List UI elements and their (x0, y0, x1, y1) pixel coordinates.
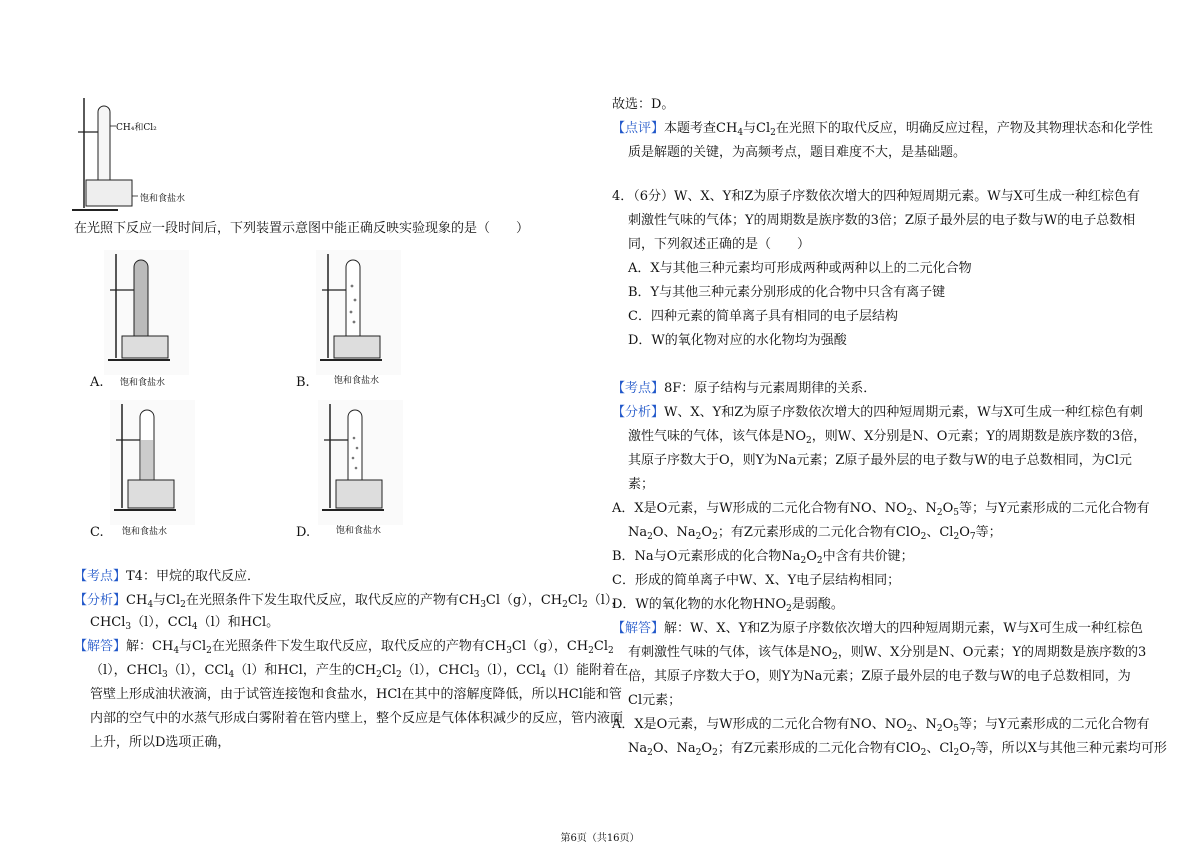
r-fenxi-a-1: A．X是O元素，与W形成的二元化合物有NO、$NO_2$、$N_2O_5$等；与Y元素形成的二元化合物有 (612, 501, 1150, 518)
r-fenxi-line-2: 激性气味的气体，该气体是$NO_2$，则W、X分别是N、O元素；Y的周期数是族序数的3倍， (628, 429, 1147, 446)
r-jieda-line-1: 【解答】解：W、X、Y和Z为原子序数依次增大的四种短周期元素，W与X可生成一种红棕色 (612, 621, 1143, 636)
kaodian-line (74, 568, 260, 586)
r-jieda-line-2: 有刺激性气味的气体，该气体是$NO_2$，则W、X分别是N、O元素；Y的周期数是族序数的3 (628, 645, 1147, 662)
option-c-figure (110, 400, 195, 535)
water-label: 饱和食盐水 (140, 194, 186, 204)
guxuan-line: 故选：D。 (612, 97, 675, 112)
dianping-tag: 【点评】 (612, 121, 665, 136)
r-jieda-line-3: 倍，其原子序数大于O，则Y为Na元素；Z原子最外层的电子数与W的电子总数相同，为 (628, 669, 1131, 684)
q4-option-a: A．X与其他三种元素均可形成两种或两种以上的二元化合物 (628, 261, 972, 276)
option-a-caption: 饱和食盐水 (120, 378, 166, 388)
q4-line-2: 刺激性气味的气体；Y的周期数是族序数的3倍；Z原子最外层的电子数与W的电子总数相 (628, 213, 1136, 228)
option-b-figure (316, 250, 401, 385)
option-c-letter: C. (90, 525, 104, 540)
page-footer: 第6页（共16页） (560, 833, 640, 844)
r-fenxi-line-4: 素； (628, 477, 655, 492)
r-fenxi-c: C．形成的简单离子中W、X、Y电子层结构相同； (612, 573, 901, 588)
r-kaodian-text: 8F：原子结构与元素周期律的关系． (664, 381, 877, 396)
option-b-letter: B. (296, 375, 310, 390)
r-jieda-line-5: A．X是O元素，与W形成的二元化合物有NO、$NO_2$、$N_2O_5$等；与Y元素形成的二元化合物有 (612, 717, 1150, 734)
r-jieda-line-6: $Na_2O$、$Na_2O_2$；有Z元素形成的二元化合物有ClO$_2$、$Cl_2O_7$等，所以X与其他三种元素均可形 (628, 741, 1167, 758)
r-jieda-line-4: Cl元素； (628, 693, 682, 708)
jieda-line-3: 管壁上形成油状液滴，由于试管连接饱和食盐水，HCl在其中的溶解度降低，所以HCl能和管 (90, 687, 622, 702)
q4-line-3: 同，下列叙述正确的是（ ） (628, 237, 811, 252)
jieda-tag: 【解答】 (74, 639, 127, 654)
q4-line-1: 4．（6分）W、X、Y和Z为原子序数依次增大的四种短周期元素。W与X可生成一种红棕色有 (612, 189, 1140, 204)
fenxi-line-2: CHCl$_3$（l），CCl$_4$（l）和HCl。 (90, 615, 280, 632)
jieda-line-5: 上升，所以D选项正确， (90, 735, 231, 750)
r-fenxi-line-1: 【分析】W、X、Y和Z为原子序数依次增大的四种短周期元素，W与X可生成一种红棕色有刺 (612, 405, 1143, 420)
setup-apparatus-figure (68, 96, 228, 216)
r-fenxi-a-2: $Na_2O$、$Na_2O_2$；有Z元素形成的二元化合物有ClO$_2$、$Cl_2O_7$等； (628, 525, 1002, 542)
q4-option-b: B．Y与其他三种元素分别形成的化合物中只含有离子键 (628, 285, 946, 300)
gas-label: CH₄和Cl₂ (116, 123, 157, 133)
r-fenxi-d: D．W的氧化物的水化物$HNO_2$是弱酸。 (612, 597, 844, 614)
jieda-line-2: （l），CHCl$_3$（l），CCl$_4$（l）和HCl，产生的$CH_2Cl_2(l)$，CHCl$_3$（l），CCl$_4$（l）能附着在 (90, 663, 629, 680)
dianping-line-1: 【点评】本题考查$CH_4$与$Cl_2$在光照下的取代反应，明确反应过程，产物及其物理状态和化学性 (612, 121, 1153, 138)
r-fenxi-b: B．Na与O元素形成的化合物$Na_2O_2$中含有共价键； (612, 549, 914, 566)
r-kaodian-tag: 【考点】 (612, 381, 665, 396)
option-a-figure (104, 250, 189, 385)
dianping-line-2: 质是解题的关键，为高频考点，题目难度不大，是基础题。 (628, 145, 967, 160)
r-kaodian-line (612, 380, 876, 398)
r-fenxi-tag: 【分析】 (612, 405, 665, 420)
jieda-line-1: 【解答】解：$CH_4$与$Cl_2$在光照条件下发生取代反应，取代反应的产物有$CH_3Cl(g)$，$CH_2Cl_2$ (74, 639, 614, 656)
option-a-letter: A. (90, 375, 104, 390)
jieda-line-4: 内部的空气中的水蒸气形成白雾附着在管内壁上，整个反应是气体体积减少的反应，管内液面 (90, 711, 624, 726)
q4-option-d: D．W的氧化物对应的水化物均为强酸 (628, 333, 847, 348)
question-3-stem: 在光照下反应一段时间后，下列装置示意图中能正确反映实验现象的是（ ） (74, 221, 530, 236)
option-d-letter: D. (296, 525, 311, 540)
r-jieda-tag: 【解答】 (612, 621, 665, 636)
kaodian-text: T4：甲烷的取代反应． (126, 569, 260, 584)
fenxi-line-1: 【分析】$CH_4$与$Cl_2$在光照条件下发生取代反应，取代反应的产物有$CH_3Cl(g)$，$CH_2Cl_2(l)$， (74, 593, 625, 610)
option-d-figure (318, 400, 403, 535)
option-c-caption: 饱和食盐水 (122, 527, 168, 537)
fenxi-tag: 【分析】 (74, 593, 127, 608)
kaodian-tag: 【考点】 (74, 569, 127, 584)
q4-option-c: C．四种元素的简单离子具有相同的电子层结构 (628, 309, 898, 324)
option-b-caption: 饱和食盐水 (334, 376, 380, 386)
option-d-caption: 饱和食盐水 (336, 526, 382, 536)
r-fenxi-line-3: 其原子序数大于O，则Y为Na元素；Z原子最外层的电子数与W的电子总数相同，为Cl元 (628, 453, 1132, 468)
